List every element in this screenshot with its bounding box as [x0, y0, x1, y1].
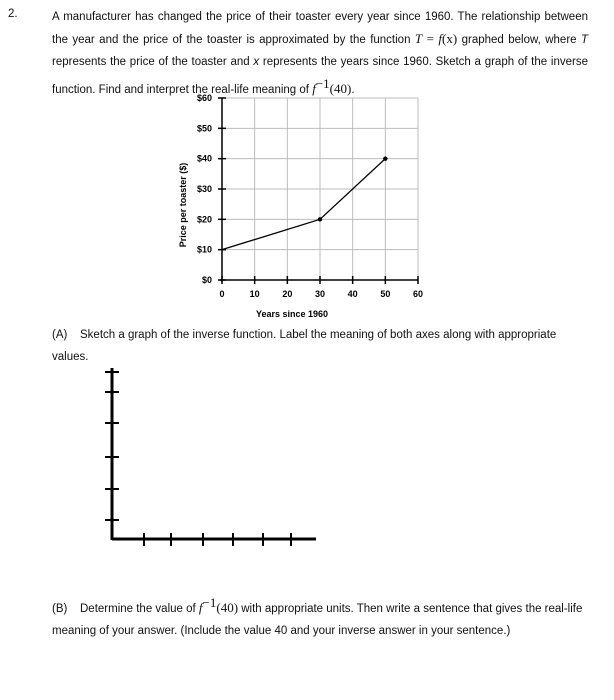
- part-b: [52, 592, 588, 642]
- stem-text-3: represents the price of the toaster and: [52, 56, 254, 68]
- question-number: 2.: [8, 8, 18, 20]
- y-tick-label: $40: [196, 153, 212, 164]
- func-eq: =: [422, 31, 439, 46]
- y-axis-title: Price per toaster ($): [178, 162, 188, 248]
- part-b-text-1: Determine the value of: [80, 602, 199, 615]
- x-tick-label: 20: [282, 289, 293, 299]
- func-f: f: [438, 31, 443, 46]
- x-axis-title: Years since 1960: [255, 309, 329, 319]
- var-x: x: [253, 56, 260, 68]
- part-b-text-2: with appropriate units. Then write a sentence that gives the real-life meaning of your answer. (Include the value 40 and your inverse answer in your sentence.): [52, 602, 583, 637]
- price-chart: [170, 83, 440, 322]
- inverse-f: f: [312, 80, 316, 96]
- part-b-inverse-sup: −1: [202, 595, 217, 610]
- x-tick-label: 10: [249, 289, 260, 299]
- blank-axes: [100, 362, 330, 552]
- y-tick-label: $50: [196, 123, 212, 134]
- stem-period: .: [351, 83, 355, 96]
- x-tick-label: 30: [314, 289, 326, 299]
- func-T: T: [414, 31, 423, 46]
- y-tick-label: $10: [196, 244, 212, 255]
- inverse-sup: −1: [315, 76, 330, 91]
- y-tick-label: $60: [196, 93, 212, 103]
- y-tick-label: $0: [201, 275, 212, 285]
- series-line: [222, 159, 385, 250]
- var-T: T: [580, 34, 589, 46]
- y-tick-label: $20: [196, 214, 212, 225]
- part-b-inverse-arg: (40): [216, 599, 239, 615]
- x-tick-label: 50: [380, 289, 391, 299]
- stem-text-2: graphed below, where: [457, 34, 577, 46]
- y-tick-label: $30: [196, 184, 212, 194]
- data-point: [383, 156, 387, 160]
- x-tick-label: 0: [219, 289, 225, 299]
- part-b-inverse-f: f: [198, 599, 203, 615]
- part-a-label: (A): [52, 329, 68, 341]
- stem-text-4: represents the years since 1960. Sketch a graph of the inverse function. Find and interpret the real-life meaning of: [52, 56, 588, 96]
- x-tick-label: 40: [347, 289, 358, 299]
- part-b-label: (B): [52, 602, 68, 615]
- stem-text-1: A manufacturer has changed the price of their toaster every year since 1960. The relationship between the year and the price of the toaster is approximated by the function: [52, 11, 588, 46]
- inverse-arg: (40): [329, 80, 352, 96]
- data-point: [318, 217, 322, 221]
- x-tick-label: 60: [412, 289, 424, 299]
- part-a-text: Sketch a graph of the inverse function. Label the meaning of both axes along with appropriate values.: [52, 329, 557, 363]
- func-x: (x): [442, 31, 458, 46]
